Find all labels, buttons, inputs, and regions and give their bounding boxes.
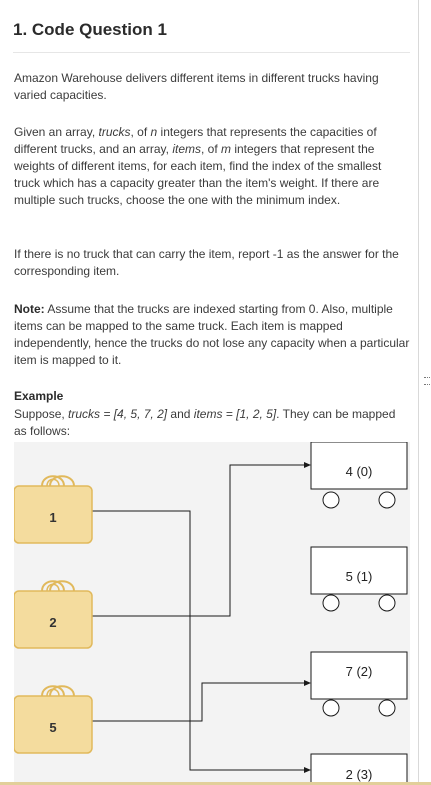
truck-label-0: 4 (0) xyxy=(345,464,373,479)
truck-label-3: 2 (3) xyxy=(345,767,373,782)
bag-2 xyxy=(14,581,92,648)
truck-0-wheel-right xyxy=(379,492,395,508)
bag-1 xyxy=(14,476,92,543)
no-truck-paragraph: If there is no truck that can carry the item, report -1 as the answer for the corresponding item. xyxy=(14,247,399,278)
bag-label-1: 1 xyxy=(49,510,57,525)
resize-handle[interactable] xyxy=(424,377,430,385)
truck-label-1: 5 (1) xyxy=(345,569,373,584)
truck-1-wheel-right xyxy=(379,595,395,611)
bag-label-2: 2 xyxy=(49,615,57,630)
bag-3 xyxy=(14,686,92,753)
example-diagram xyxy=(14,442,410,782)
note-paragraph: Note: Assume that the trucks are indexed starting from 0. Also, multiple items can be mapped to the same truck. Each item is mapped independently, hence the trucks do not lose any capacity when a particular item is mapped to it. xyxy=(14,302,410,367)
truck-label-2: 7 (2) xyxy=(345,664,373,679)
note-label: Note: xyxy=(14,302,45,316)
example-heading: Example xyxy=(14,389,64,403)
truck-2-wheel-left xyxy=(323,700,339,716)
example-paragraph: Suppose, trucks = [4, 5, 7, 2] and items = [1, 2, 5]. They can be mapped as follows: xyxy=(14,407,396,438)
question-title: 1. Code Question 1 xyxy=(13,20,167,39)
truck-0-wheel-left xyxy=(323,492,339,508)
bag-label-3: 5 xyxy=(49,720,57,735)
panel-divider xyxy=(418,0,419,785)
title-divider xyxy=(13,52,410,53)
truck-3 xyxy=(311,754,407,782)
intro-paragraph: Amazon Warehouse delivers different items in different trucks having varied capacities. xyxy=(14,71,379,102)
given-paragraph: Given an array, trucks, of n integers that represents the capacities of different trucks, and an array, items, of m integers that represent the weights of different items, for each item, find the index of the smallest truck which has a capacity greater than the item's weight. If there are multiple such trucks, choose the one with the minimum index. xyxy=(14,125,382,207)
truck-1-wheel-left xyxy=(323,595,339,611)
truck-2-wheel-right xyxy=(379,700,395,716)
